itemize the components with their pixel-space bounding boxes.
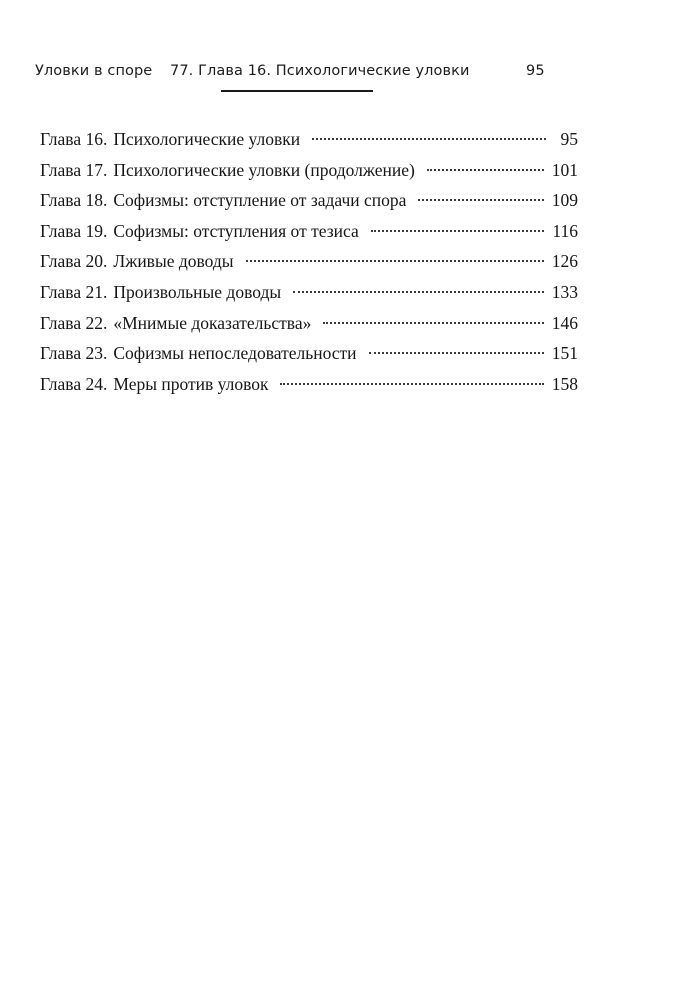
toc-entry-label [40, 155, 415, 186]
toc-page-number: 126 [551, 251, 578, 272]
toc-entry[interactable] [40, 338, 578, 369]
toc-dot-leader [293, 290, 544, 293]
toc-page-number: 116 [552, 220, 578, 241]
toc-chapter-number: Глава 20. [40, 251, 108, 272]
toc-chapter-number: Глава 24. [40, 373, 108, 394]
toc-entry-label [40, 369, 268, 400]
toc-chapter-number: Глава 17. [40, 159, 108, 180]
table-of-contents [40, 124, 578, 399]
toc-chapter-title: «Мнимые доказательства» [113, 312, 312, 333]
toc-chapter-title: Лживые доводы [113, 251, 234, 272]
toc-entry[interactable] [40, 369, 578, 400]
toc-entry-label [40, 277, 281, 308]
toc-dot-leader [280, 382, 543, 385]
toc-entry[interactable] [40, 246, 578, 277]
toc-dot-leader [369, 351, 544, 354]
toc-chapter-title: Софизмы: отступления от тезиса [113, 220, 359, 241]
toc-chapter-number: Глава 19. [40, 220, 108, 241]
toc-page-number: 133 [551, 281, 578, 302]
toc-entry[interactable] [40, 155, 578, 186]
toc-chapter-title: Психологические уловки [113, 129, 301, 149]
toc-page-number: 158 [551, 373, 578, 394]
toc-chapter-number: Глава 18. [40, 190, 108, 211]
toc-chapter-number: Глава 16. [40, 129, 108, 149]
toc-dot-leader [418, 198, 543, 201]
toc-chapter-title: Софизмы непоследовательности [113, 343, 357, 364]
running-header [0, 63, 674, 85]
toc-entry[interactable] [40, 216, 578, 247]
book-title: Уловки в споре [35, 63, 153, 79]
toc-chapter-title: Произвольные доводы [113, 281, 282, 302]
toc-dot-leader [427, 168, 544, 171]
toc-chapter-title: Софизмы: отступление от задачи спора [113, 190, 407, 211]
toc-chapter-title: Психологические уловки (продолжение) [113, 159, 415, 180]
toc-dot-leader [312, 137, 546, 140]
page-number: 95 [526, 63, 545, 79]
toc-entry-label [40, 308, 311, 339]
toc-dot-leader [246, 259, 544, 262]
section-title: 77. Глава 16. Психологические уловки [170, 63, 470, 79]
toc-entry-label [40, 216, 359, 247]
toc-entry[interactable] [40, 185, 578, 216]
toc-entry-label [40, 185, 406, 216]
toc-entry[interactable] [40, 124, 578, 155]
toc-page-number: 101 [551, 159, 578, 180]
toc-page-number: 109 [551, 190, 578, 211]
toc-page-number: 146 [551, 312, 578, 333]
toc-entry-label [40, 246, 234, 277]
toc-dot-leader [323, 321, 543, 324]
toc-entry[interactable] [40, 308, 578, 339]
toc-page-number: 95 [560, 129, 578, 149]
toc-chapter-title: Меры против уловок [113, 373, 269, 394]
toc-chapter-number: Глава 21. [40, 281, 108, 302]
toc-entry-label [40, 338, 357, 369]
toc-entry[interactable] [40, 277, 578, 308]
toc-dot-leader [371, 229, 545, 232]
header-divider [221, 90, 373, 92]
toc-entry-label [40, 124, 300, 155]
toc-chapter-number: Глава 22. [40, 312, 108, 333]
toc-page-number: 151 [551, 343, 578, 364]
toc-chapter-number: Глава 23. [40, 343, 108, 364]
